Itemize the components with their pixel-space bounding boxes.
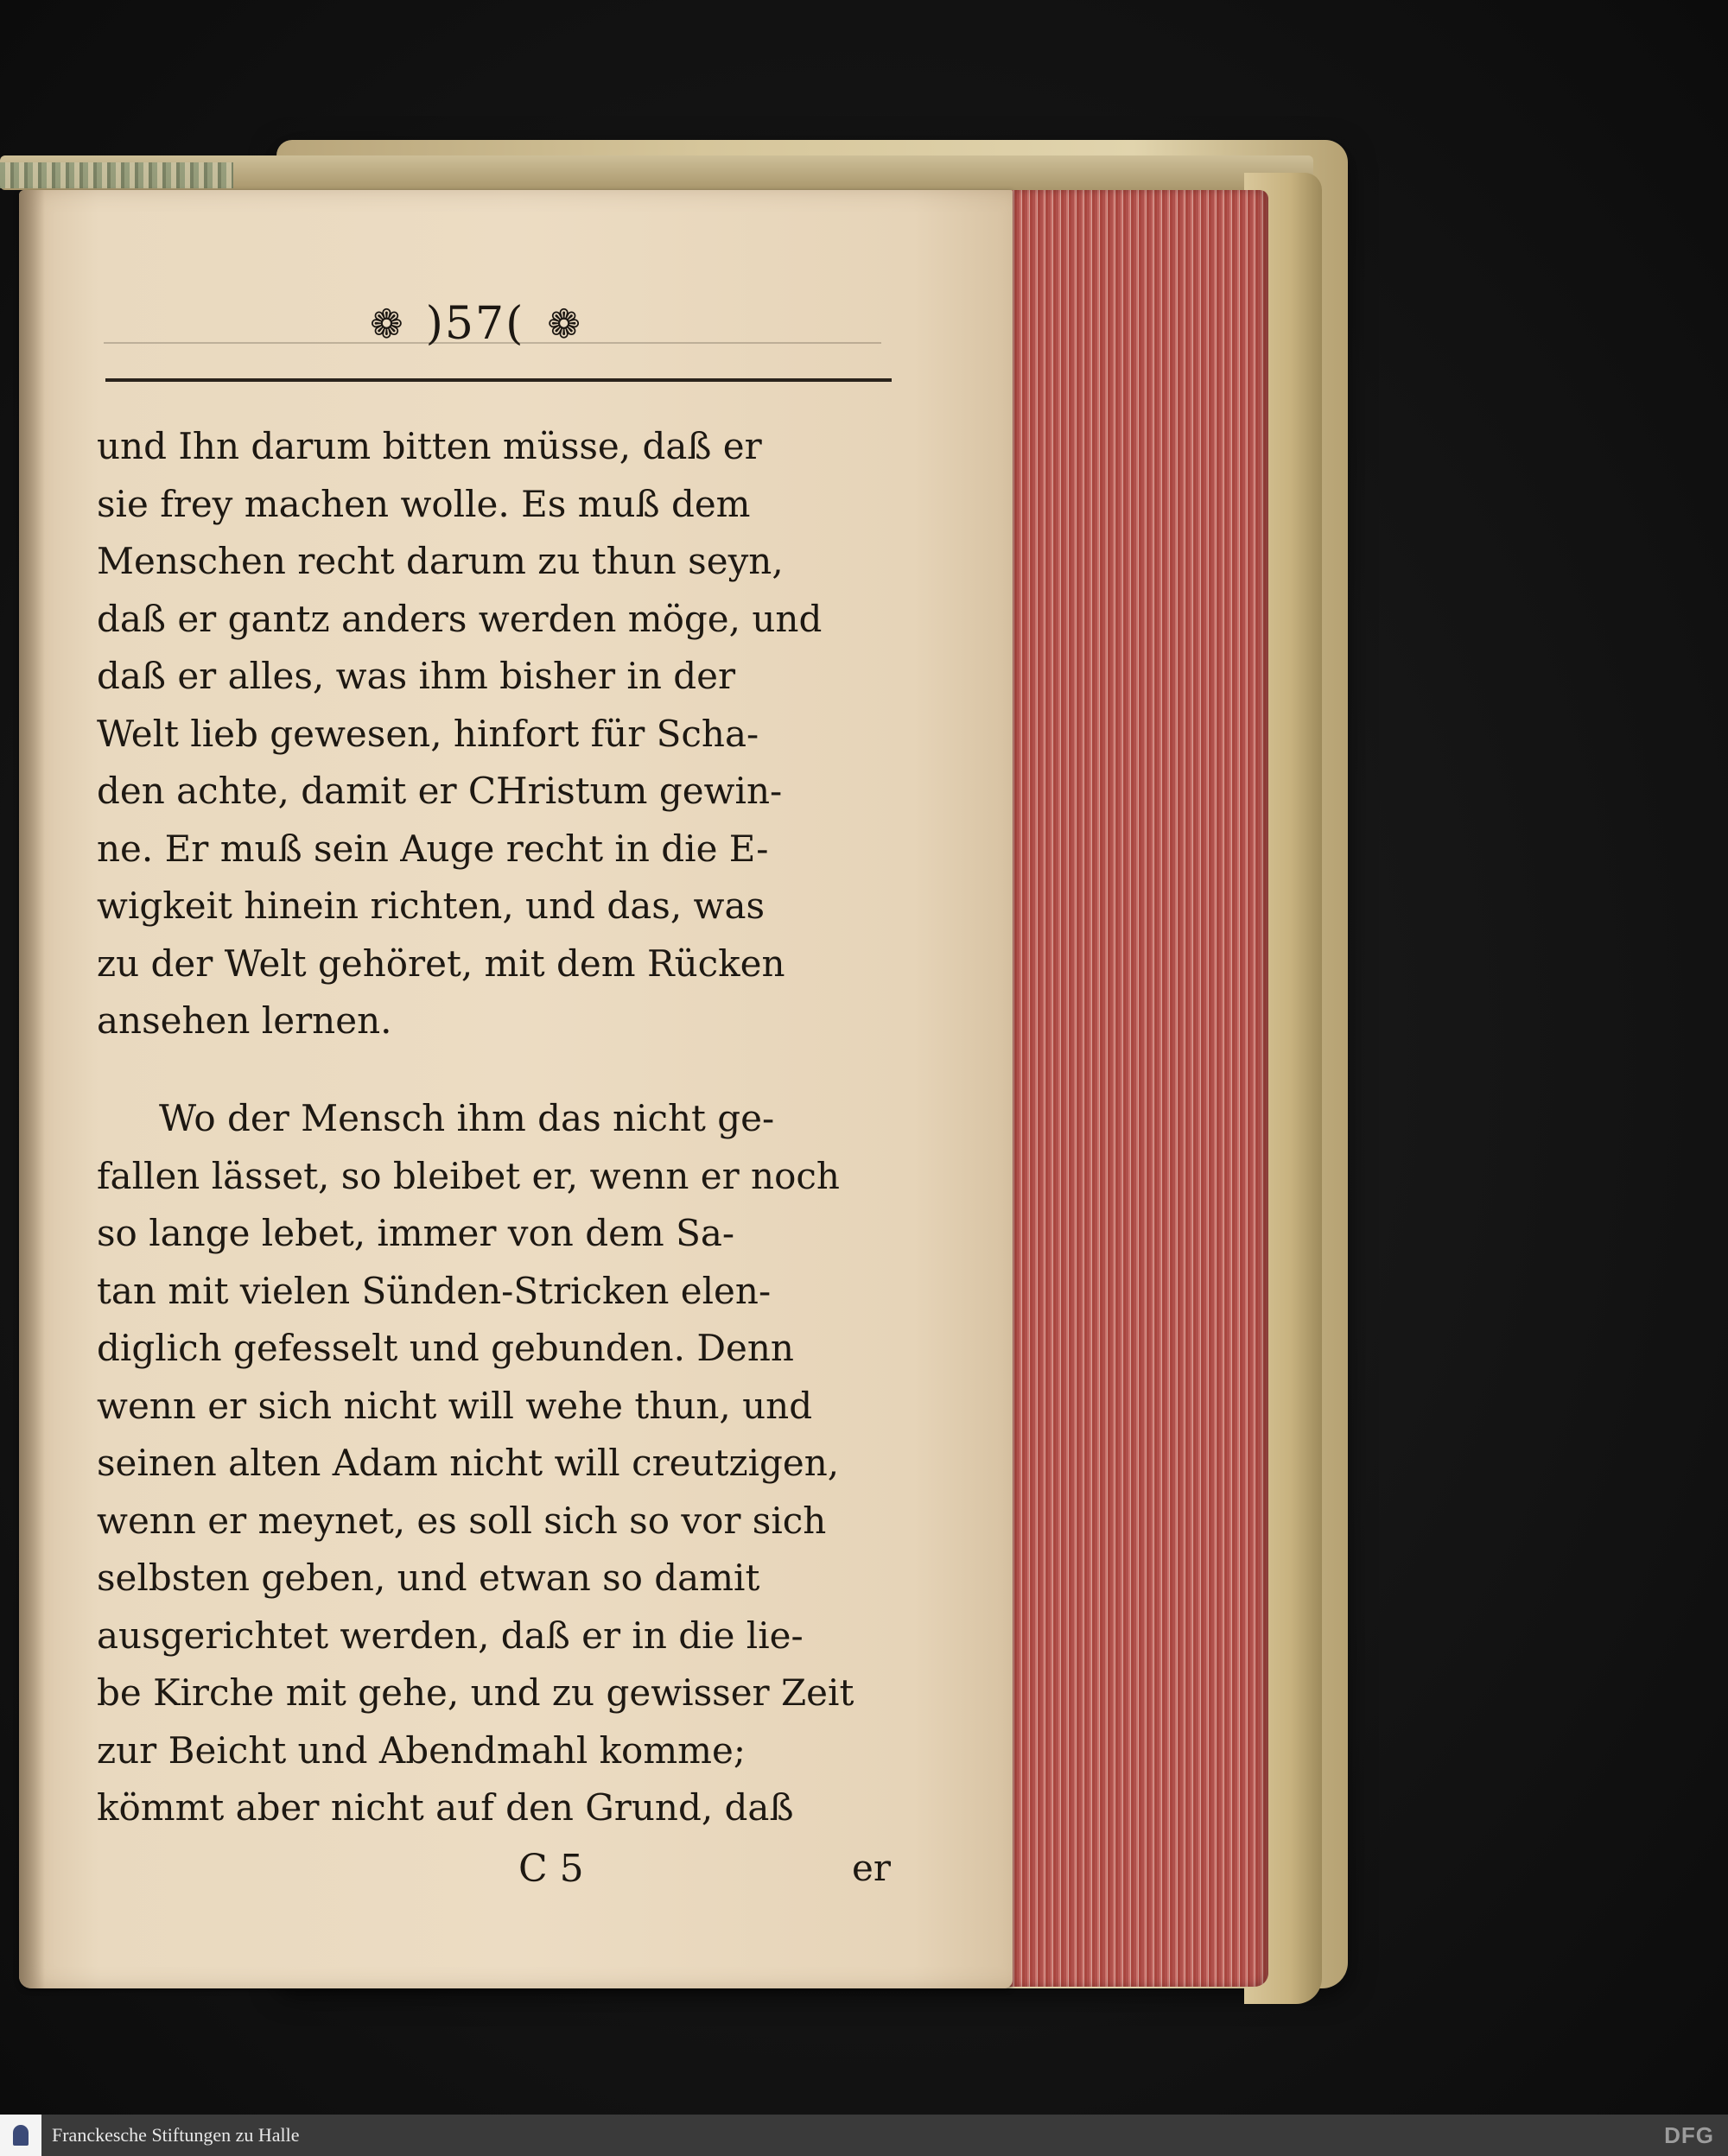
page-block-red-edges — [1009, 190, 1268, 1987]
spine-headband — [0, 162, 233, 188]
text-line: ausgerichtet werden, daß er in die lie- — [97, 1614, 804, 1657]
text-line: diglich gefesselt und gebunden. Denn — [97, 1327, 794, 1369]
text-line: Wo der Mensch ihm das nicht ge- — [159, 1097, 775, 1139]
text-line: ansehen lernen. — [97, 999, 392, 1042]
text-line: zur Beicht und Abendmahl komme; — [97, 1728, 746, 1772]
text-line: den achte, damit er CHristum gewin- — [97, 770, 783, 812]
dfg-logo: DFG — [1664, 2121, 1714, 2148]
text-line: und Ihn darum bitten müsse, daß er — [97, 425, 762, 467]
paragraph-2 — [97, 1090, 900, 1837]
text-line: fallen lässet, so bleibet er, wenn er noch — [97, 1154, 840, 1197]
text-line: daß er alles, was ihm bisher in der — [97, 655, 736, 697]
text-line: wenn er meynet, es soll sich so vor sich — [97, 1499, 827, 1542]
catchword: er — [852, 1847, 891, 1889]
text-line: so lange lebet, immer von dem Sa- — [97, 1212, 735, 1254]
text-line: kömmt aber nicht auf den Grund, daß — [97, 1786, 794, 1829]
institution-name: Franckesche Stiftungen zu Halle — [52, 2124, 300, 2146]
ornament-right-icon: ❁ — [547, 301, 581, 347]
ornament-left-icon: ❁ — [370, 301, 403, 347]
text-line: ne. Er muß sein Auge recht in die E- — [97, 827, 769, 870]
text-line: wigkeit hinein richten, und das, was — [97, 885, 766, 927]
paragraph-1 — [97, 418, 900, 1050]
text-line: tan mit vielen Sünden-Stricken elen- — [97, 1269, 772, 1312]
text-line: sie frey machen wolle. Es muß dem — [97, 482, 751, 525]
page-number: )57( — [425, 298, 525, 350]
text-line: Menschen recht darum zu thun seyn, — [97, 540, 784, 582]
text-line: zu der Welt gehöret, mit dem Rücken — [97, 942, 785, 985]
page-gutter-shadow — [19, 190, 45, 1988]
text-line: wenn er sich nicht will wehe thun, und — [97, 1384, 813, 1427]
header-rule — [105, 378, 892, 382]
text-line: Welt lieb gewesen, hinfort für Scha- — [97, 712, 759, 755]
signature-mark: C 5 — [518, 1847, 584, 1891]
text-line: daß er gantz anders werden möge, und — [97, 597, 823, 640]
text-line: seinen alten Adam nicht will creutzigen, — [97, 1442, 840, 1484]
viewer-footer — [0, 2115, 1728, 2156]
institution-logo-icon — [0, 2115, 41, 2156]
text-line: selbsten geben, und etwan so damit — [97, 1557, 760, 1599]
text-line: be Kirche mit gehe, und zu gewisser Zeit — [97, 1671, 854, 1714]
running-head — [294, 294, 657, 354]
show-through-rule — [104, 342, 881, 344]
